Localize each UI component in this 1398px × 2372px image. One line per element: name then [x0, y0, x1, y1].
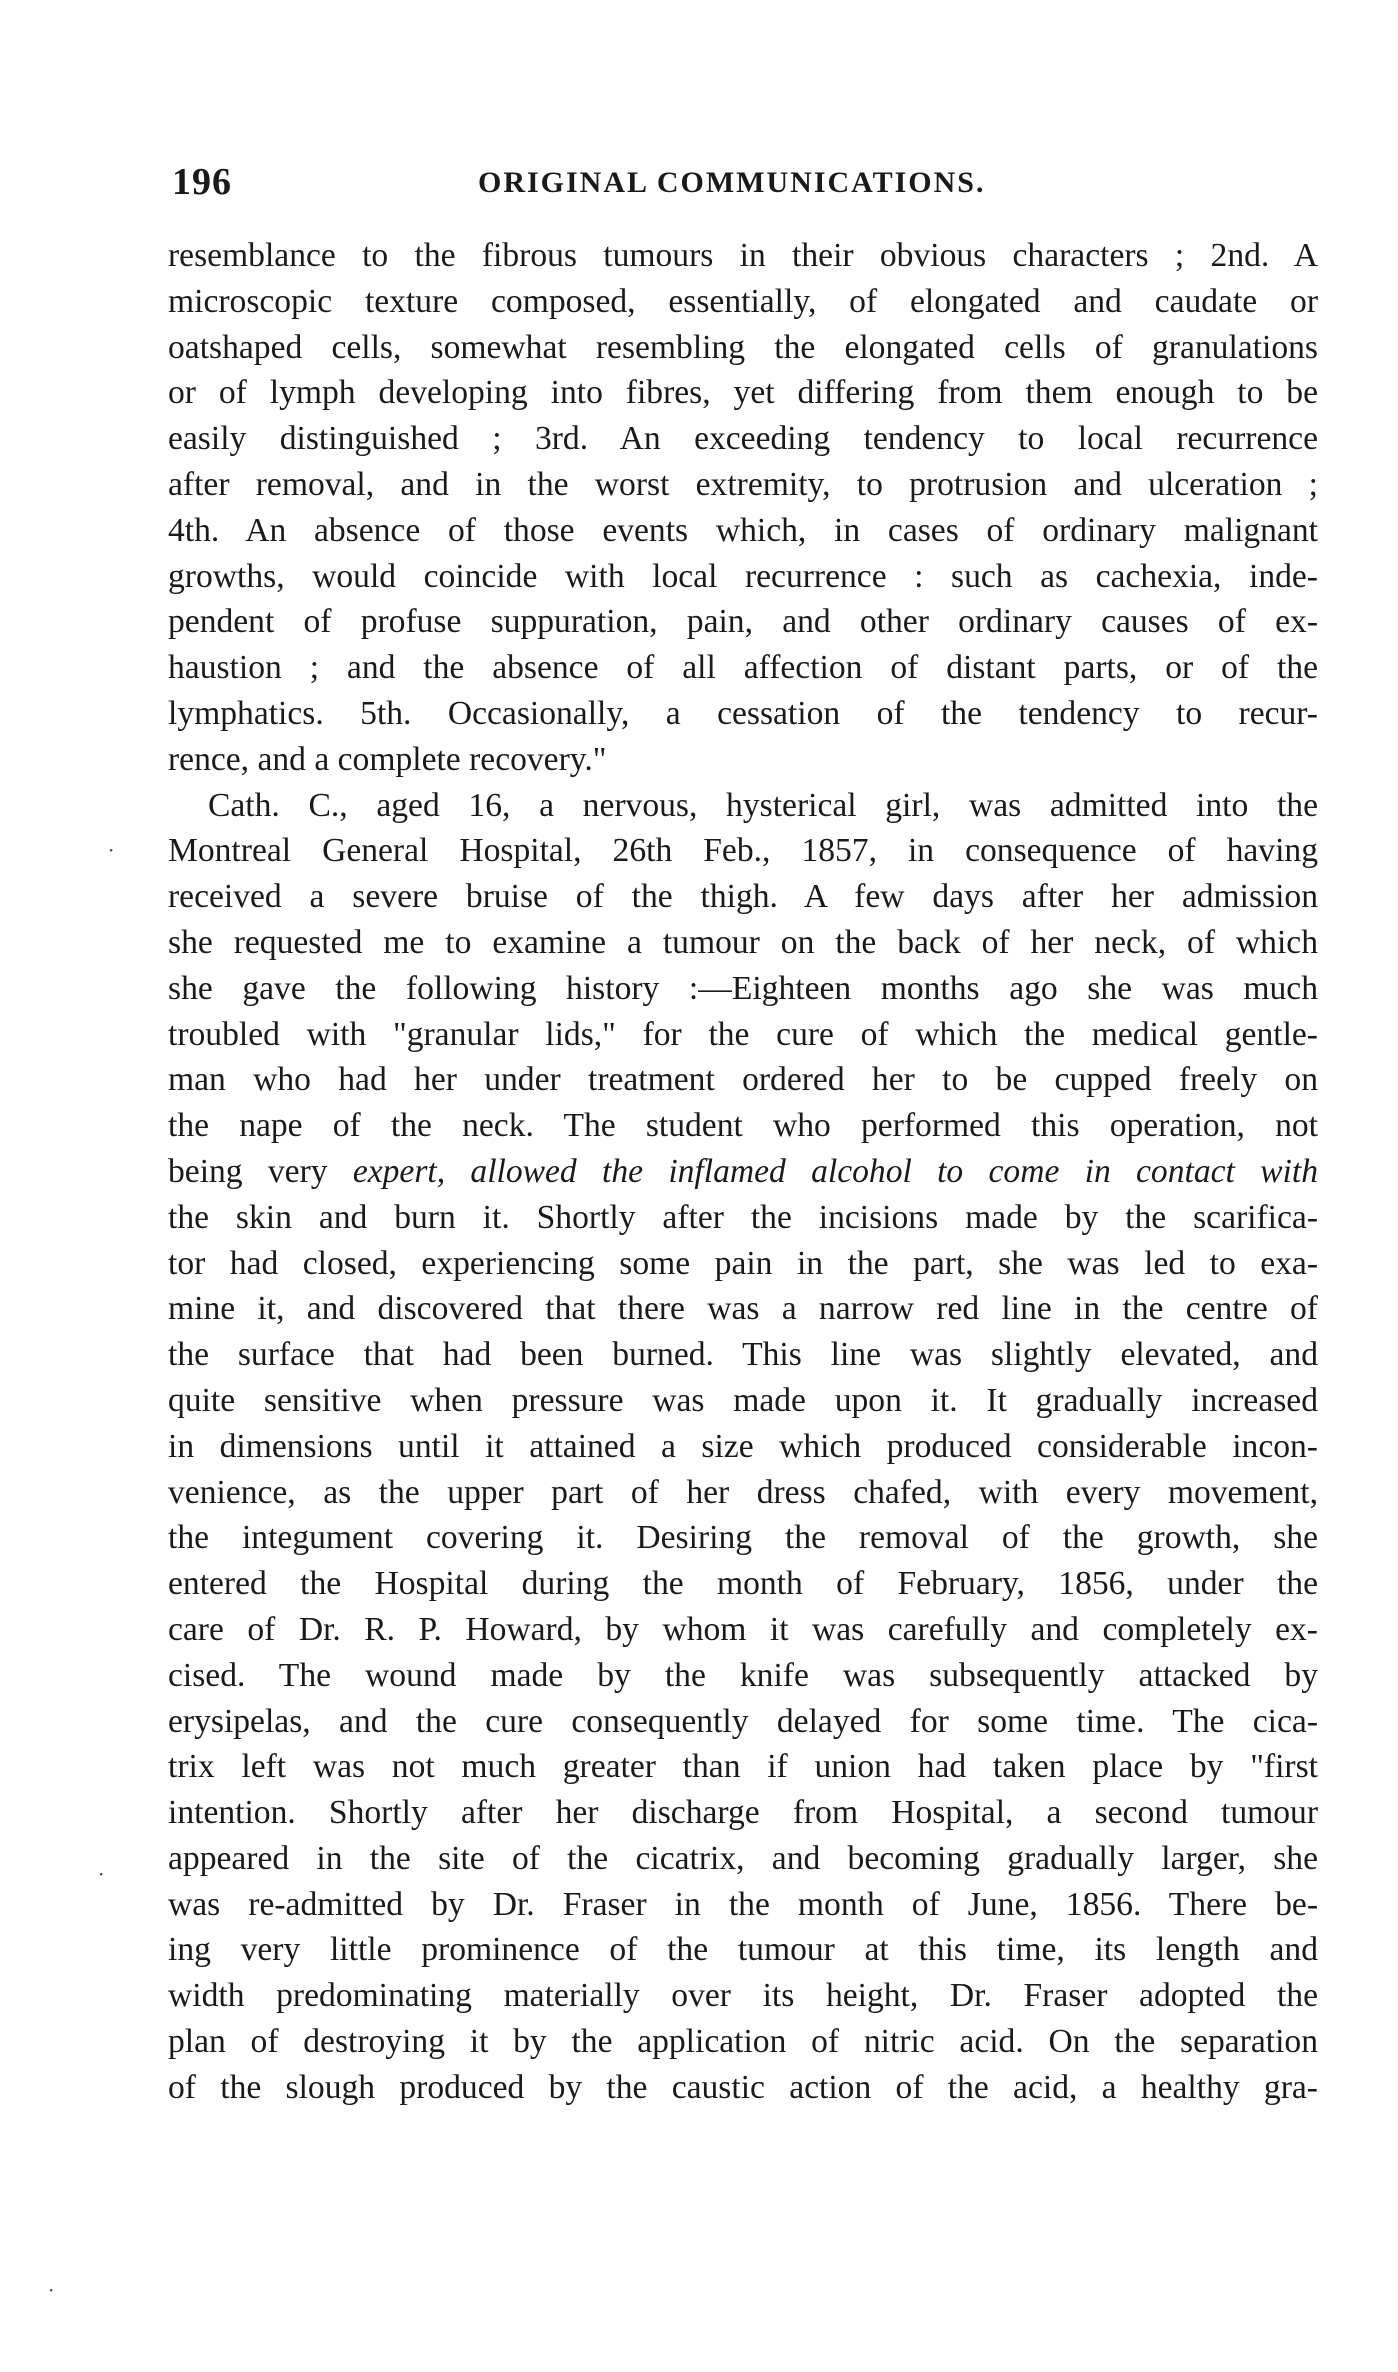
- text-line: venience, as the upper part of her dress chafed, with every movement,: [168, 1473, 1318, 1511]
- text-line: or of lymph developing into fibres, yet differing from them enough to be: [168, 374, 1318, 412]
- text-line: lymphatics. 5th. Occasionally, a cessation of the tendency to recur-: [168, 694, 1318, 732]
- text-line: mine it, and discovered that there was a narrow red line in the centre of: [168, 1290, 1318, 1328]
- text-line: tor had closed, experiencing some pain in the part, she was led to exa-: [168, 1244, 1318, 1282]
- text-line: received a severe bruise of the thigh. A few days after her admission: [168, 878, 1318, 916]
- text-line: Montreal General Hospital, 26th Feb., 1857, in consequence of having: [168, 832, 1318, 870]
- text-line: erysipelas, and the cure consequently delayed for some time. The cica-: [168, 1702, 1318, 1740]
- paragraph-start-line: Cath. C., aged 16, a nervous, hysterical girl, was admitted into the: [208, 786, 1318, 824]
- text-line: she gave the following history :—Eighteen months ago she was much: [168, 969, 1318, 1007]
- text-line: after removal, and in the worst extremity, to protrusion and ulceration ;: [168, 465, 1318, 503]
- text-line: was re-admitted by Dr. Fraser in the month of June, 1856. There be-: [168, 1885, 1318, 1923]
- running-head: ORIGINAL COMMUNICATIONS.: [478, 166, 986, 199]
- text-line: 4th. An absence of those events which, in cases of ordinary malignant: [168, 511, 1318, 549]
- italic-prefix: being very: [168, 1152, 353, 1190]
- text-line: the surface that had been burned. This line was slightly elevated, and: [168, 1336, 1318, 1374]
- text-line: intention. Shortly after her discharge from Hospital, a second tumour: [168, 1794, 1318, 1832]
- text-line: rence, and a complete recovery.": [168, 740, 607, 778]
- text-line: in dimensions until it attained a size which produced considerable incon-: [168, 1427, 1318, 1465]
- text-line: plan of destroying it by the application of nitric acid. On the separation: [168, 2023, 1318, 2061]
- text-line: pendent of profuse suppuration, pain, and other ordinary causes of ex-: [168, 603, 1318, 641]
- text-line: easily distinguished ; 3rd. An exceeding tendency to local recurrence: [168, 420, 1318, 458]
- text-line: entered the Hospital during the month of February, 1856, under the: [168, 1565, 1318, 1603]
- text-line: growths, would coincide with local recurrence : such as cachexia, inde-: [168, 557, 1318, 595]
- text-line: the integument covering it. Desiring the removal of the growth, she: [168, 1519, 1318, 1557]
- text-line: quite sensitive when pressure was made upon it. It gradually increased: [168, 1381, 1318, 1419]
- text-line: the skin and burn it. Shortly after the incisions made by the scarifica-: [168, 1198, 1318, 1236]
- text-line: oatshaped cells, somewhat resembling the elongated cells of granulations: [168, 328, 1318, 366]
- body-text: [168, 233, 1318, 2111]
- text-line: width predominating materially over its height, Dr. Fraser adopted the: [168, 1977, 1318, 2015]
- page-header: [168, 160, 1318, 210]
- text-line: trix left was not much greater than if union had taken place by "first: [168, 1748, 1318, 1786]
- text-line: of the slough produced by the caustic action of the acid, a healthy gra-: [168, 2068, 1318, 2106]
- text-line: microscopic texture composed, essentially, of elongated and caudate or: [168, 282, 1318, 320]
- text-line: appeared in the site of the cicatrix, and becoming gradually larger, she: [168, 1839, 1318, 1877]
- text-line: haustion ; and the absence of all affection of distant parts, or of the: [168, 649, 1318, 687]
- page-number: 196: [172, 161, 232, 203]
- text-line: troubled with "granular lids," for the cure of which the medical gentle-: [168, 1015, 1318, 1053]
- margin-speck: ·: [48, 2278, 55, 2302]
- text-line: cised. The wound made by the knife was subsequently attacked by: [168, 1656, 1318, 1694]
- margin-speck: ·: [108, 838, 115, 862]
- text-line: care of Dr. R. P. Howard, by whom it was carefully and completely ex-: [168, 1610, 1318, 1648]
- text-line: ing very little prominence of the tumour at this time, its length and: [168, 1931, 1318, 1969]
- text-line: resemblance to the fibrous tumours in their obvious characters ; 2nd. A: [168, 237, 1318, 274]
- text-line: the nape of the neck. The student who performed this operation, not: [168, 1107, 1318, 1145]
- margin-speck: ·: [98, 1862, 105, 1886]
- text-line: she requested me to examine a tumour on the back of her neck, of which: [168, 923, 1318, 961]
- text-line: man who had her under treatment ordered her to be cupped freely on: [168, 1061, 1318, 1099]
- italic-text: expert, allowed the inflamed alcohol to come in contact with: [352, 1152, 1318, 1190]
- text-line-italic: [168, 1149, 1318, 1195]
